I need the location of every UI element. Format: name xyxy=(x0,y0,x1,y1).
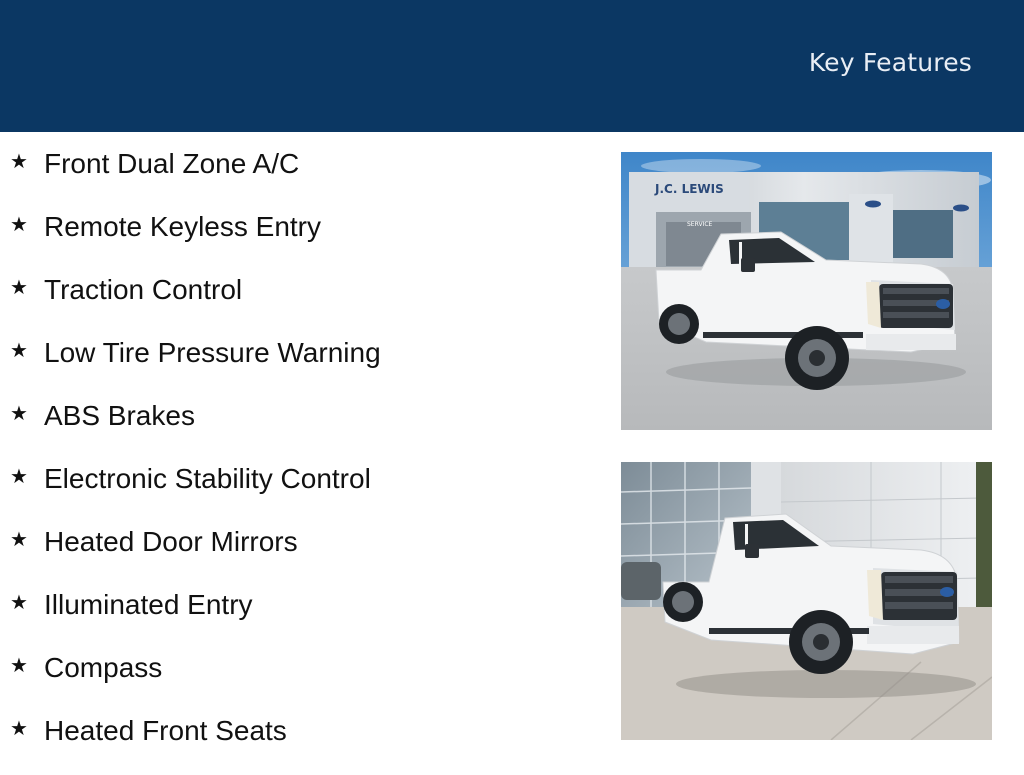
vehicle-photo-front-dealership xyxy=(621,152,992,430)
star-icon: ★ xyxy=(10,718,28,740)
feature-item xyxy=(0,208,600,271)
feature-label: Compass xyxy=(44,652,163,683)
star-icon: ★ xyxy=(10,151,28,173)
star-icon: ★ xyxy=(10,655,28,677)
feature-item xyxy=(0,649,600,712)
star-icon: ★ xyxy=(10,466,28,488)
vehicle-photo-1-image xyxy=(621,152,992,430)
header-bar xyxy=(0,0,1024,132)
feature-item xyxy=(0,523,600,586)
feature-item xyxy=(0,397,600,460)
dealership-sign: J.C. LEWIS xyxy=(655,182,724,196)
vehicle-photo-glass-building xyxy=(621,462,992,740)
feature-label: Illuminated Entry xyxy=(44,589,253,620)
service-sign: SERVICE xyxy=(687,221,713,228)
feature-label: Electronic Stability Control xyxy=(44,463,371,494)
feature-list xyxy=(0,145,600,775)
feature-label: Heated Front Seats xyxy=(44,715,287,746)
star-icon: ★ xyxy=(10,403,28,425)
feature-item xyxy=(0,586,600,649)
feature-item xyxy=(0,145,600,208)
feature-label: Remote Keyless Entry xyxy=(44,211,321,242)
star-icon: ★ xyxy=(10,277,28,299)
star-icon: ★ xyxy=(10,592,28,614)
star-icon: ★ xyxy=(10,340,28,362)
feature-label: Heated Door Mirrors xyxy=(44,526,298,557)
feature-item xyxy=(0,334,600,397)
feature-item xyxy=(0,712,600,775)
feature-label: Low Tire Pressure Warning xyxy=(44,337,381,368)
feature-item xyxy=(0,460,600,523)
feature-label: Front Dual Zone A/C xyxy=(44,148,300,179)
star-icon: ★ xyxy=(10,529,28,551)
feature-label: Traction Control xyxy=(44,274,243,305)
star-icon: ★ xyxy=(10,214,28,236)
page-title: Key Features xyxy=(808,48,972,77)
feature-label: ABS Brakes xyxy=(44,400,195,431)
feature-item xyxy=(0,271,600,334)
vehicle-photo-2-image xyxy=(621,462,992,740)
